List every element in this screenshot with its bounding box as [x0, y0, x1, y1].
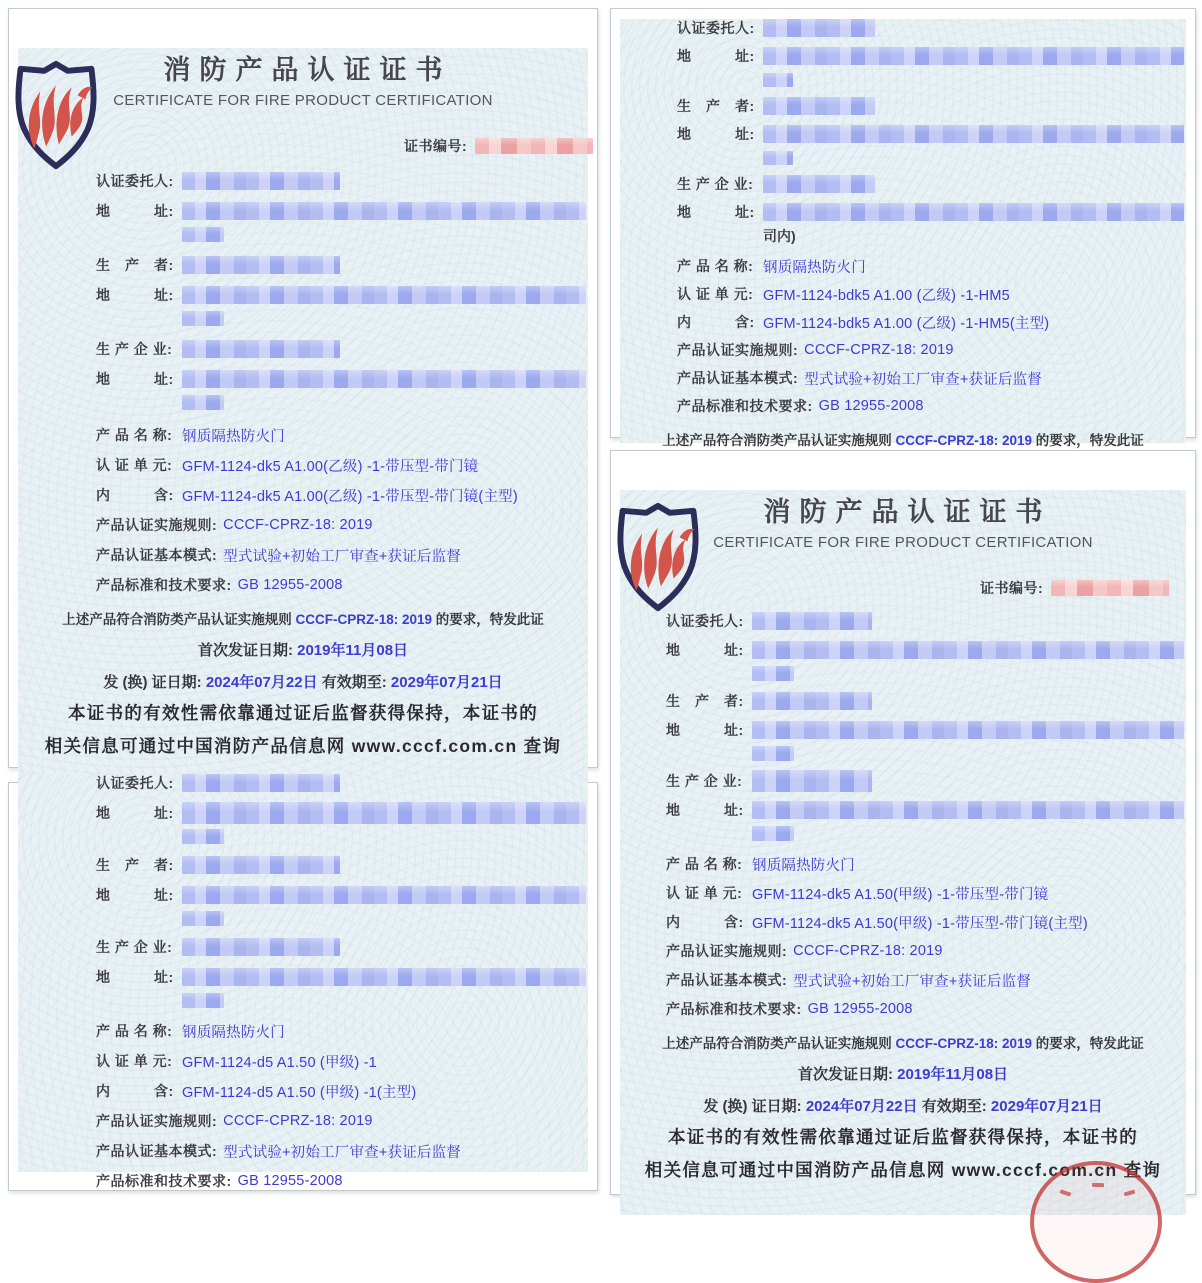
address-label: 地 址:: [96, 287, 174, 303]
impl-rule-value: CCCF-CPRZ-18: 2019: [223, 517, 373, 533]
producer-label: 生 产 者:: [96, 857, 174, 873]
conform-prefix: 上述产品符合消防类产品认证实施规则: [662, 1036, 896, 1051]
address-continuation-row: [18, 829, 588, 844]
address-continuation-row: [620, 746, 1186, 761]
redacted-producer: [763, 97, 875, 115]
address-continuation-row: [18, 395, 588, 410]
certificate-card-bottom-right: [610, 450, 1196, 1195]
address-row: [18, 968, 588, 986]
manufacturer-label: 生 产 企 业:: [677, 176, 754, 192]
basic-mode-row: [620, 971, 1186, 989]
basic-mode-label: 产品认证基本模式:: [677, 370, 799, 386]
address-row: [18, 886, 588, 904]
redacted-applicant: [182, 774, 340, 792]
impl-rule-row: [620, 942, 1186, 960]
basic-mode-value: 型式试验+初始工厂审查+获证后监督: [793, 973, 1032, 990]
redacted-cert-no: [1051, 580, 1169, 596]
address-label: 地 址:: [96, 805, 174, 821]
redacted-address: [763, 47, 1184, 65]
manufacturer-row: [18, 340, 588, 358]
cert-unit-row: [18, 456, 588, 474]
redacted-cert-no: [475, 138, 593, 154]
address-tail-row: [620, 228, 1186, 243]
redacted-address: [182, 202, 586, 220]
contains-row: [620, 313, 1186, 331]
address-label: 地 址:: [96, 203, 174, 219]
valid-until-label: 有效期至:: [317, 674, 391, 691]
impl-rule-row: [620, 341, 1186, 359]
manufacturer-row: [18, 938, 588, 956]
certificate-scan: [18, 48, 588, 788]
redacted-address-cont: [763, 73, 793, 87]
certificate-title: 消防产品认证证书: [763, 497, 1052, 527]
address-label: 地 址:: [96, 969, 174, 985]
impl-rule-label: 产品认证实施规则:: [96, 517, 218, 533]
cert-unit-label: 认 证 单 元:: [666, 885, 743, 901]
redacted-address-cont: [182, 911, 224, 926]
reissue-label: 发 (换) 证日期:: [703, 1098, 806, 1115]
cert-unit-value: GFM-1124-d5 A1.50 (甲级) -1: [182, 1054, 377, 1071]
address-label: 地 址:: [677, 204, 755, 220]
redacted-address-cont: [752, 826, 794, 841]
validity-notice-line2: 相关信息可通过中国消防产品信息网 www.cccf.com.cn 查询: [644, 1160, 1162, 1180]
basic-mode-value: 型式试验+初始工厂审查+获证后监督: [223, 548, 462, 565]
certificate-card-bottom-left: [8, 775, 598, 1191]
validity-notice-line1: 本证书的有效性需依靠通过证后监督获得保持，本证书的: [68, 703, 538, 723]
applicant-label: 认证委托人:: [96, 173, 174, 189]
certificate-scan: [620, 19, 1186, 448]
address-continuation-row: [620, 826, 1186, 841]
address-label: 地 址:: [96, 887, 174, 903]
certificate-title: 消防产品认证证书: [163, 55, 452, 85]
redacted-address: [752, 721, 1184, 739]
manufacturer-label: 生 产 企 业:: [96, 939, 173, 955]
manufacturer-label: 生 产 企 业:: [96, 341, 173, 357]
standard-label: 产品标准和技术要求:: [96, 1173, 232, 1189]
applicant-label: 认证委托人:: [677, 20, 755, 36]
redacted-address-cont: [752, 746, 794, 761]
standard-row: [620, 1000, 1186, 1018]
redacted-address-cont: [182, 829, 224, 844]
first-issue-date: 2019年11月08日: [297, 642, 409, 659]
redacted-address-cont: [752, 666, 794, 681]
address-continuation-row: [620, 150, 1186, 165]
applicant-label: 认证委托人:: [666, 613, 744, 629]
first-issue-date: 2019年11月08日: [897, 1066, 1009, 1083]
conformity-statement: [620, 1032, 1186, 1052]
cert-unit-label: 认 证 单 元:: [677, 286, 754, 302]
producer-row: [18, 256, 588, 274]
address-continuation-row: [18, 311, 588, 326]
contains-label: 内 含:: [96, 487, 174, 503]
reissue-date: 2024年07月22日: [205, 674, 318, 691]
producer-row: [18, 856, 588, 874]
valid-until-label: 有效期至:: [917, 1098, 991, 1115]
redacted-applicant: [182, 172, 340, 190]
redacted-producer: [182, 856, 340, 874]
cert-unit-row: [620, 285, 1186, 303]
product-name-value: 钢质隔热防火门: [182, 428, 285, 445]
fire-certification-shield-logo-icon: [608, 500, 708, 618]
standard-value: GB 12955-2008: [818, 398, 924, 414]
redacted-producer: [752, 692, 872, 710]
address-row: [620, 641, 1186, 659]
redacted-manufacturer: [182, 340, 340, 358]
basic-mode-value: 型式试验+初始工厂审查+获证后监督: [223, 1144, 462, 1161]
redacted-address: [763, 125, 1184, 143]
address-row: [620, 721, 1186, 739]
contains-label: 内 含:: [677, 314, 755, 330]
address-continuation-row: [18, 911, 588, 926]
impl-rule-label: 产品认证实施规则:: [666, 943, 788, 959]
redacted-address-cont: [763, 151, 793, 165]
producer-row: [620, 97, 1186, 115]
conform-suffix: 的要求，特发此证: [432, 612, 544, 627]
conform-rule: CCCF-CPRZ-18: 2019: [295, 612, 433, 627]
redacted-address-cont: [182, 993, 224, 1008]
product-name-label: 产 品 名 称:: [96, 1023, 173, 1039]
redacted-address: [182, 802, 586, 824]
basic-mode-label: 产品认证基本模式:: [666, 972, 788, 988]
reissue-date: 2024年07月22日: [805, 1098, 918, 1115]
certificate-subtitle-en: CERTIFICATE FOR FIRE PRODUCT CERTIFICATION: [113, 92, 493, 109]
redacted-address-cont: [182, 227, 224, 242]
redacted-address: [182, 886, 586, 904]
contains-row: [18, 1082, 588, 1100]
standard-value: GB 12955-2008: [237, 1173, 343, 1189]
product-name-row: [620, 855, 1186, 873]
address-label: 地 址:: [96, 371, 174, 387]
redacted-applicant: [763, 19, 875, 37]
cert-unit-label: 认 证 单 元:: [96, 457, 173, 473]
product-name-label: 产 品 名 称:: [96, 427, 173, 443]
address-tail-text: 司内): [763, 227, 796, 244]
contains-row: [620, 913, 1186, 931]
certificate-card-top-right: [610, 8, 1196, 448]
basic-mode-row: [620, 369, 1186, 387]
product-name-row: [620, 257, 1186, 275]
standard-value: GB 12955-2008: [807, 1001, 913, 1017]
certificate-card-top-left: [8, 8, 598, 768]
standard-label: 产品标准和技术要求:: [96, 577, 232, 593]
certificate-subtitle-en: CERTIFICATE FOR FIRE PRODUCT CERTIFICATION: [713, 534, 1093, 551]
contains-value: GFM-1124-bdk5 A1.00 (乙级) -1-HM5(主型): [763, 315, 1050, 332]
address-row: [620, 801, 1186, 819]
manufacturer-label: 生 产 企 业:: [666, 773, 743, 789]
cert-unit-value: GFM-1124-dk5 A1.50(甲级) -1-带压型-带门镜: [752, 886, 1049, 903]
applicant-label: 认证委托人:: [96, 775, 174, 791]
product-name-label: 产 品 名 称:: [666, 856, 743, 872]
basic-mode-value: 型式试验+初始工厂审查+获证后监督: [804, 371, 1043, 388]
product-name-value: 钢质隔热防火门: [763, 259, 866, 276]
conform-prefix: 上述产品符合消防类产品认证实施规则: [662, 433, 896, 448]
cert-unit-value: GFM-1124-bdk5 A1.00 (乙级) -1-HM5: [763, 287, 1010, 304]
producer-label: 生 产 者:: [666, 693, 744, 709]
valid-until-date: 2029年07月21日: [990, 1098, 1103, 1115]
address-row: [620, 203, 1186, 221]
producer-row: [620, 692, 1186, 710]
first-issue-label: 首次发证日期:: [797, 1066, 898, 1083]
redacted-address: [763, 203, 1184, 221]
address-continuation-row: [620, 666, 1186, 681]
conform-prefix: 上述产品符合消防类产品认证实施规则: [62, 612, 296, 627]
reissue-label: 发 (换) 证日期:: [103, 674, 206, 691]
manufacturer-row: [620, 772, 1186, 790]
address-label: 地 址:: [677, 48, 755, 64]
address-label: 地 址:: [666, 802, 744, 818]
redacted-address: [182, 968, 586, 986]
reissue-line: [18, 671, 588, 692]
address-row: [620, 125, 1186, 143]
impl-rule-value: CCCF-CPRZ-18: 2019: [793, 943, 943, 959]
basic-mode-row: [18, 546, 588, 564]
redacted-manufacturer: [752, 770, 872, 792]
conformity-statement-cut: [620, 429, 1186, 449]
certificate-scan: [620, 490, 1186, 1215]
basic-mode-label: 产品认证基本模式:: [96, 1143, 218, 1159]
redacted-address: [752, 641, 1184, 659]
conform-rule: CCCF-CPRZ-18: 2019: [895, 1036, 1033, 1051]
reissue-line: [620, 1095, 1186, 1116]
address-continuation-row: [18, 993, 588, 1008]
conformity-statement: [18, 608, 588, 628]
redacted-producer: [182, 256, 340, 274]
fire-certification-shield-logo-icon: [6, 58, 106, 176]
applicant-row-cut: [620, 19, 1186, 37]
impl-rule-label: 产品认证实施规则:: [677, 342, 799, 358]
impl-rule-row: [18, 1112, 588, 1130]
product-name-value: 钢质隔热防火门: [182, 1024, 285, 1041]
address-label: 地 址:: [666, 642, 744, 658]
impl-rule-row: [18, 516, 588, 534]
standard-label: 产品标准和技术要求:: [677, 398, 813, 414]
manufacturer-row: [620, 175, 1186, 193]
conform-rule: CCCF-CPRZ-18: 2019: [895, 433, 1033, 448]
redacted-address-cont: [182, 395, 224, 410]
address-row: [18, 804, 588, 822]
cert-unit-label: 认 证 单 元:: [96, 1053, 173, 1069]
redacted-address: [182, 370, 586, 388]
validity-notice-line1: 本证书的有效性需依靠通过证后监督获得保持，本证书的: [668, 1127, 1138, 1147]
standard-label: 产品标准和技术要求:: [666, 1001, 802, 1017]
redacted-address: [182, 286, 586, 304]
contains-row: [18, 486, 588, 504]
cert-no-label: 证书编号:: [980, 579, 1044, 596]
standard-row: [18, 1172, 588, 1190]
impl-rule-label: 产品认证实施规则:: [96, 1113, 218, 1129]
basic-mode-label: 产品认证基本模式:: [96, 547, 218, 563]
contains-label: 内 含:: [666, 914, 744, 930]
validity-notice-line2: 相关信息可通过中国消防产品信息网 www.cccf.com.cn 查询: [44, 736, 562, 756]
valid-until-date: 2029年07月21日: [390, 674, 503, 691]
contains-value: GFM-1124-dk5 A1.00(乙级) -1-带压型-带门镜(主型): [182, 488, 518, 505]
producer-label: 生 产 者:: [96, 257, 174, 273]
standard-value: GB 12955-2008: [237, 577, 343, 593]
contains-value: GFM-1124-d5 A1.50 (甲级) -1(主型): [182, 1084, 417, 1101]
redacted-address-cont: [182, 311, 224, 326]
certificate-scan: [18, 774, 588, 1189]
contains-value: GFM-1124-dk5 A1.50(甲级) -1-带压型-带门镜(主型): [752, 915, 1088, 932]
address-continuation-row: [18, 227, 588, 242]
conform-suffix: 的要求，特发此证: [1032, 1036, 1144, 1051]
product-name-value: 钢质隔热防火门: [752, 857, 855, 874]
address-label: 地 址:: [677, 126, 755, 142]
cert-no-label: 证书编号:: [404, 137, 468, 154]
redacted-manufacturer: [763, 175, 875, 193]
first-issue-line: [18, 639, 588, 660]
contains-label: 内 含:: [96, 1083, 174, 1099]
impl-rule-value: CCCF-CPRZ-18: 2019: [223, 1113, 373, 1129]
address-row: [620, 47, 1186, 65]
address-row: [18, 286, 588, 304]
product-name-label: 产 品 名 称:: [677, 258, 754, 274]
first-issue-line: [620, 1063, 1186, 1084]
first-issue-label: 首次发证日期:: [197, 642, 298, 659]
conform-suffix: 的要求，特发此证: [1032, 433, 1144, 448]
address-row: [18, 202, 588, 220]
product-name-row: [18, 1022, 588, 1040]
redacted-address: [752, 801, 1184, 819]
impl-rule-value: CCCF-CPRZ-18: 2019: [804, 342, 954, 358]
red-seal-stamp: [1030, 1161, 1162, 1283]
product-name-row: [18, 426, 588, 444]
basic-mode-row: [18, 1142, 588, 1160]
redacted-applicant: [752, 612, 872, 630]
address-label: 地 址:: [666, 722, 744, 738]
address-continuation-row: [620, 72, 1186, 87]
producer-label: 生 产 者:: [677, 98, 755, 114]
cert-unit-row: [620, 884, 1186, 902]
standard-row: [18, 576, 588, 594]
applicant-row-cut: [18, 774, 588, 792]
standard-row: [620, 397, 1186, 415]
redacted-manufacturer: [182, 938, 340, 956]
cert-unit-value: GFM-1124-dk5 A1.00(乙级) -1-带压型-带门镜: [182, 458, 479, 475]
cert-unit-row: [18, 1052, 588, 1070]
address-row: [18, 370, 588, 388]
